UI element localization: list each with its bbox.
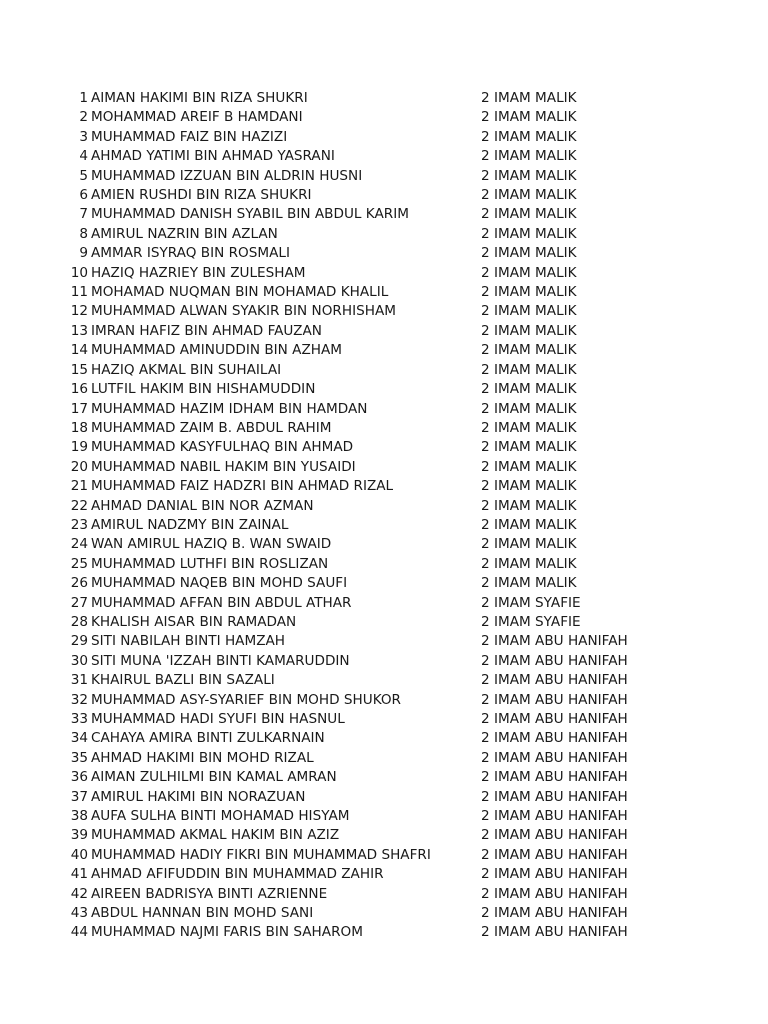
class-name: 2 IMAM MALIK	[481, 148, 577, 165]
table-row	[0, 671, 768, 690]
class-name: 2 IMAM MALIK	[481, 187, 577, 204]
class-name: 2 IMAM ABU HANIFAH	[481, 749, 628, 766]
row-number: 36	[70, 769, 88, 786]
row-number: 44	[70, 924, 88, 941]
class-name: 2 IMAM MALIK	[481, 225, 577, 242]
table-row	[0, 904, 768, 923]
table-row	[0, 729, 768, 748]
student-name: AMIEN RUSHDI BIN RIZA SHUKRI	[91, 187, 312, 204]
table-row	[0, 652, 768, 671]
class-name: 2 IMAM MALIK	[481, 128, 577, 145]
student-name: CAHAYA AMIRA BINTI ZULKARNAIN	[91, 730, 325, 747]
student-name: AIMAN ZULHILMI BIN KAMAL AMRAN	[91, 769, 337, 786]
class-name: 2 IMAM SYAFIE	[481, 594, 581, 611]
table-row	[0, 225, 768, 244]
student-name: ABDUL HANNAN BIN MOHD SANI	[91, 905, 314, 922]
student-name: MUHAMMAD LUTHFI BIN ROSLIZAN	[91, 555, 329, 572]
table-row	[0, 594, 768, 613]
class-name: 2 IMAM ABU HANIFAH	[481, 769, 628, 786]
class-name: 2 IMAM ABU HANIFAH	[481, 924, 628, 941]
row-number: 17	[70, 400, 88, 417]
row-number: 18	[70, 419, 88, 436]
row-number: 22	[70, 497, 88, 514]
table-row	[0, 865, 768, 884]
class-name: 2 IMAM MALIK	[481, 303, 577, 320]
table-row	[0, 205, 768, 224]
student-name: AMIRUL NADZMY BIN ZAINAL	[91, 516, 289, 533]
class-name: 2 IMAM ABU HANIFAH	[481, 866, 628, 883]
student-name: MUHAMMAD HAZIM IDHAM BIN HAMDAN	[91, 400, 368, 417]
student-name: AIREEN BADRISYA BINTI AZRIENNE	[91, 885, 328, 902]
student-name: MUHAMMAD NAQEB BIN MOHD SAUFI	[91, 575, 348, 592]
student-name: SITI NABILAH BINTI HAMZAH	[91, 633, 286, 650]
table-row	[0, 167, 768, 186]
class-name: 2 IMAM ABU HANIFAH	[481, 652, 628, 669]
student-name: AHMAD DANIAL BIN NOR AZMAN	[91, 497, 314, 514]
student-name: MUHAMMAD AFFAN BIN ABDUL ATHAR	[91, 594, 352, 611]
row-number: 19	[70, 439, 88, 456]
table-row	[0, 419, 768, 438]
row-number: 10	[70, 264, 88, 281]
row-number: 2	[79, 109, 88, 126]
student-name: AUFA SULHA BINTI MOHAMAD HISYAM	[91, 808, 350, 825]
student-name: MUHAMMAD FAIZ HADZRI BIN AHMAD RIZAL	[91, 478, 394, 495]
student-name: KHAIRUL BAZLI BIN SAZALI	[91, 672, 275, 689]
table-row	[0, 555, 768, 574]
class-name: 2 IMAM ABU HANIFAH	[481, 846, 628, 863]
row-number: 20	[70, 458, 88, 475]
student-name: AHMAD YATIMI BIN AHMAD YASRANI	[91, 148, 335, 165]
row-number: 7	[79, 206, 88, 223]
student-name: MOHAMMAD AREIF B HAMDANI	[91, 109, 303, 126]
class-name: 2 IMAM ABU HANIFAH	[481, 672, 628, 689]
class-name: 2 IMAM ABU HANIFAH	[481, 711, 628, 727]
row-number: 34	[70, 730, 88, 747]
student-name: LUTFIL HAKIM BIN HISHAMUDDIN	[91, 381, 316, 398]
table-row	[0, 341, 768, 360]
table-row	[0, 497, 768, 516]
class-name: 2 IMAM MALIK	[481, 167, 577, 184]
table-row	[0, 458, 768, 477]
row-number: 14	[70, 342, 88, 359]
class-name: 2 IMAM ABU HANIFAH	[481, 885, 628, 902]
student-name: MUHAMMAD KASYFULHAQ BIN AHMAD	[91, 439, 354, 456]
row-number: 8	[79, 225, 88, 242]
row-number: 33	[70, 711, 88, 727]
table-row	[0, 691, 768, 710]
class-name: 2 IMAM MALIK	[481, 516, 577, 533]
row-number: 41	[70, 866, 88, 883]
class-name: 2 IMAM MALIK	[481, 575, 577, 592]
student-name: MUHAMMAD DANISH SYABIL BIN ABDUL KARIM	[91, 206, 409, 223]
row-number: 31	[70, 672, 88, 689]
table-row	[0, 768, 768, 787]
class-name: 2 IMAM MALIK	[481, 90, 577, 106]
row-number: 12	[70, 303, 88, 320]
row-number: 35	[70, 749, 88, 766]
row-number: 42	[70, 885, 88, 902]
table-row	[0, 322, 768, 341]
class-name: 2 IMAM ABU HANIFAH	[481, 730, 628, 747]
table-row	[0, 438, 768, 457]
table-row	[0, 885, 768, 904]
row-number: 23	[70, 516, 88, 533]
student-name: KHALISH AISAR BIN RAMADAN	[91, 613, 297, 630]
row-number: 37	[70, 788, 88, 805]
student-name: SITI MUNA 'IZZAH BINTI KAMARUDDIN	[91, 652, 350, 669]
student-name: MUHAMMAD ASY-SYARIEF BIN MOHD SHUKOR	[91, 691, 402, 708]
class-name: 2 IMAM MALIK	[481, 400, 577, 417]
student-list	[0, 89, 768, 943]
row-number: 32	[70, 691, 88, 708]
class-name: 2 IMAM MALIK	[481, 322, 577, 339]
student-name: MUHAMMAD HADI SYUFI BIN HASNUL	[91, 711, 345, 727]
table-row	[0, 516, 768, 535]
row-number: 43	[70, 905, 88, 922]
class-name: 2 IMAM MALIK	[481, 555, 577, 572]
table-row	[0, 826, 768, 845]
class-name: 2 IMAM MALIK	[481, 264, 577, 281]
class-name: 2 IMAM MALIK	[481, 478, 577, 495]
student-name: MUHAMMAD AKMAL HAKIM BIN AZIZ	[91, 827, 340, 844]
table-row	[0, 302, 768, 321]
student-name: MUHAMMAD HADIY FIKRI BIN MUHAMMAD SHAFRI	[91, 846, 431, 863]
student-name: AIMAN HAKIMI BIN RIZA SHUKRI	[91, 90, 308, 106]
table-row	[0, 613, 768, 632]
row-number: 40	[70, 846, 88, 863]
table-row	[0, 283, 768, 302]
row-number: 11	[70, 284, 88, 301]
class-name: 2 IMAM ABU HANIFAH	[481, 691, 628, 708]
student-name: AMIRUL NAZRIN BIN AZLAN	[91, 225, 278, 242]
class-name: 2 IMAM MALIK	[481, 497, 577, 514]
row-number: 13	[70, 322, 88, 339]
class-name: 2 IMAM MALIK	[481, 245, 577, 262]
row-number: 1	[79, 90, 88, 106]
table-row	[0, 749, 768, 768]
student-name: MUHAMMAD NABIL HAKIM BIN YUSAIDI	[91, 458, 356, 475]
class-name: 2 IMAM MALIK	[481, 458, 577, 475]
student-name: MUHAMMAD ZAIM B. ABDUL RAHIM	[91, 419, 332, 436]
row-number: 38	[70, 808, 88, 825]
row-number: 28	[70, 613, 88, 630]
row-number: 26	[70, 575, 88, 592]
table-row	[0, 807, 768, 826]
table-row	[0, 108, 768, 127]
class-name: 2 IMAM MALIK	[481, 342, 577, 359]
student-name: AMMAR ISYRAQ BIN ROSMALI	[91, 245, 290, 262]
student-name: AMIRUL HAKIMI BIN NORAZUAN	[91, 788, 306, 805]
row-number: 29	[70, 633, 88, 650]
table-row	[0, 361, 768, 380]
class-name: 2 IMAM MALIK	[481, 206, 577, 223]
row-number: 5	[79, 167, 88, 184]
row-number: 3	[79, 128, 88, 145]
student-name: IMRAN HAFIZ BIN AHMAD FAUZAN	[91, 322, 322, 339]
student-name: HAZIQ AKMAL BIN SUHAILAI	[91, 361, 282, 378]
row-number: 21	[70, 478, 88, 495]
row-number: 27	[70, 594, 88, 611]
table-row	[0, 788, 768, 807]
class-name: 2 IMAM MALIK	[481, 361, 577, 378]
student-name: WAN AMIRUL HAZIQ B. WAN SWAID	[91, 536, 332, 553]
table-row	[0, 244, 768, 263]
table-row	[0, 380, 768, 399]
student-name: MUHAMMAD FAIZ BIN HAZIZI	[91, 128, 288, 145]
class-name: 2 IMAM SYAFIE	[481, 613, 581, 630]
student-name: AHMAD AFIFUDDIN BIN MUHAMMAD ZAHIR	[91, 866, 384, 883]
table-row	[0, 147, 768, 166]
row-number: 39	[70, 827, 88, 844]
table-row	[0, 535, 768, 554]
student-name: HAZIQ HAZRIEY BIN ZULESHAM	[91, 264, 306, 281]
student-name: MUHAMMAD ALWAN SYAKIR BIN NORHISHAM	[91, 303, 396, 320]
table-row	[0, 400, 768, 419]
table-row	[0, 710, 768, 729]
row-number: 30	[70, 652, 88, 669]
table-row	[0, 574, 768, 593]
table-row	[0, 128, 768, 147]
class-name: 2 IMAM MALIK	[481, 284, 577, 301]
row-number: 24	[70, 536, 88, 553]
table-row	[0, 264, 768, 283]
class-name: 2 IMAM ABU HANIFAH	[481, 808, 628, 825]
row-number: 15	[70, 361, 88, 378]
student-name: MOHAMAD NUQMAN BIN MOHAMAD KHALIL	[91, 284, 389, 301]
class-name: 2 IMAM MALIK	[481, 536, 577, 553]
student-name: MUHAMMAD NAJMI FARIS BIN SAHAROM	[91, 924, 363, 941]
student-name: AHMAD HAKIMI BIN MOHD RIZAL	[91, 749, 314, 766]
table-row	[0, 632, 768, 651]
table-row	[0, 477, 768, 496]
row-number: 9	[79, 245, 88, 262]
table-row	[0, 846, 768, 865]
table-row	[0, 923, 768, 942]
table-row	[0, 186, 768, 205]
class-name: 2 IMAM MALIK	[481, 439, 577, 456]
row-number: 25	[70, 555, 88, 572]
student-name: MUHAMMAD IZZUAN BIN ALDRIN HUSNI	[91, 167, 363, 184]
class-name: 2 IMAM ABU HANIFAH	[481, 827, 628, 844]
row-number: 16	[70, 381, 88, 398]
row-number: 4	[79, 148, 88, 165]
row-number: 6	[79, 187, 88, 204]
class-name: 2 IMAM MALIK	[481, 381, 577, 398]
class-name: 2 IMAM ABU HANIFAH	[481, 905, 628, 922]
class-name: 2 IMAM ABU HANIFAH	[481, 788, 628, 805]
class-name: 2 IMAM ABU HANIFAH	[481, 633, 628, 650]
student-name: MUHAMMAD AMINUDDIN BIN AZHAM	[91, 342, 343, 359]
class-name: 2 IMAM MALIK	[481, 419, 577, 436]
table-row	[0, 89, 768, 108]
class-name: 2 IMAM MALIK	[481, 109, 577, 126]
